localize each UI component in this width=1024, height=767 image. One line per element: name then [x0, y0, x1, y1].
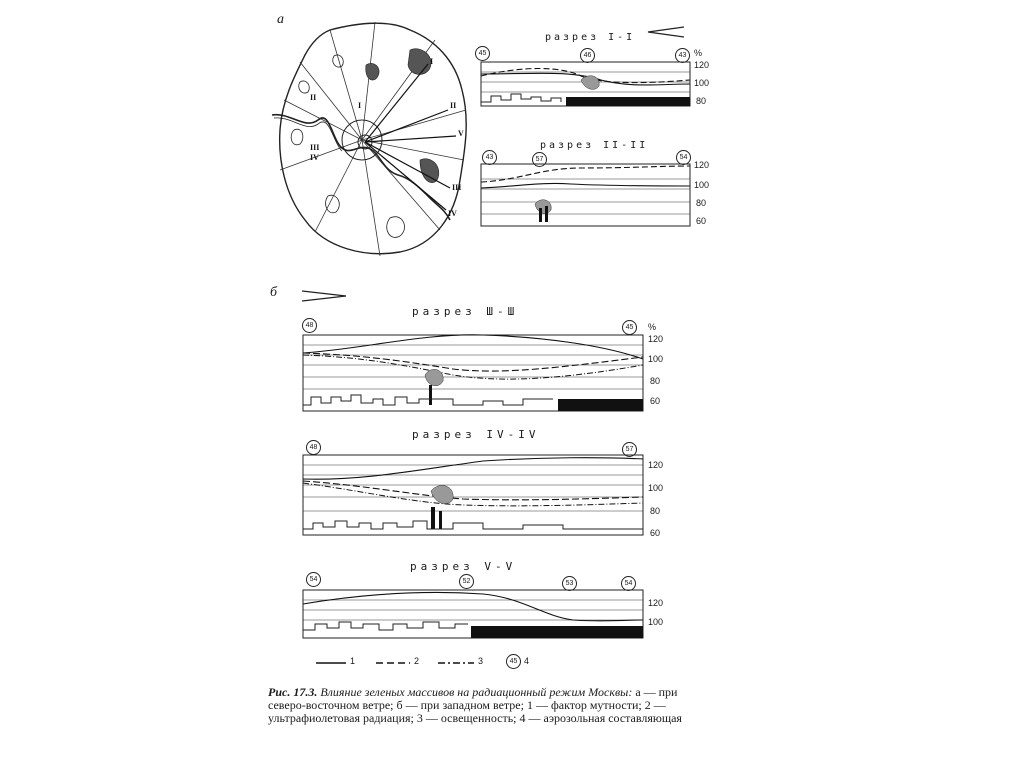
section-1-tick-80: 80	[696, 96, 707, 106]
map-label-iii-inner: III	[310, 143, 320, 152]
map-label-v: V	[458, 129, 464, 138]
section-title-5: разрез V-V	[410, 560, 517, 573]
legend-item-4: 4	[524, 656, 530, 666]
section-4-tick-120: 120	[648, 460, 664, 470]
section-5-mark-1: 54	[306, 572, 321, 587]
section-4-mark-2: 57	[622, 442, 637, 457]
panel-label-b: б	[270, 285, 278, 300]
section-2-mark-2: 57	[532, 152, 547, 167]
legend-item-2: 2	[414, 656, 420, 666]
section-3-mark-2: 45	[622, 320, 637, 335]
section-4-mark-1: 48	[306, 440, 321, 455]
section-5-tick-100: 100	[648, 617, 664, 627]
map-label-ii-inner: II	[310, 93, 317, 102]
section-title-3: разрез Ш-Ш	[412, 305, 519, 318]
section-1-mark-2: 46	[580, 48, 595, 63]
section-4-profile	[303, 455, 643, 535]
section-4-tick-60: 60	[650, 528, 661, 538]
section-2-mark-3: 54	[676, 150, 691, 165]
section-1-profile	[481, 62, 690, 106]
section-title-2: разрез II-II	[540, 140, 649, 151]
legend-item-3: 3	[478, 656, 484, 666]
section-title-1: разрез I-I	[545, 32, 636, 43]
panel-label-a: a	[277, 12, 284, 27]
section-5-mark-3: 53	[562, 576, 577, 591]
section-2-profile	[481, 164, 690, 226]
map-label-iv-inner: IV	[310, 153, 319, 162]
caption-body: а — при северо-восточном ветре; б — при западном ветре; 1 — фактор мутности; 2 — ультрафиолетовая радиация; 3 — освещенность; 4 — аэрозольная составляющая	[268, 685, 682, 725]
caption-figure-label: Рис. 17.3.	[268, 685, 318, 699]
section-5-mark-2: 52	[459, 574, 474, 589]
section-3-mark-1: 48	[302, 318, 317, 333]
section-2-tick-100: 100	[694, 180, 710, 190]
legend	[316, 656, 566, 670]
section-3-tick-100: 100	[648, 354, 664, 364]
section-1-mark-3: 43	[675, 48, 690, 63]
section-1-mark-1: 45	[475, 46, 490, 61]
map-label-i: I	[430, 57, 434, 66]
map-label-iii: III	[452, 183, 462, 192]
map-label-ii: II	[450, 101, 457, 110]
section-4-tick-80: 80	[650, 506, 661, 516]
section-2-mark-1: 43	[482, 150, 497, 165]
section-1-tick-120: 120	[694, 60, 710, 70]
caption-title: Влияние зеленых массивов на радиационный режим Москвы:	[320, 685, 633, 699]
section-3-tick-80: 80	[650, 376, 661, 386]
section-1-tick-100: 100	[694, 78, 710, 88]
map-label-iv: IV	[448, 209, 457, 218]
section-1-unit: %	[694, 48, 703, 58]
section-2-tick-80: 80	[696, 198, 707, 208]
section-3-tick-120: 120	[648, 334, 664, 344]
section-2-tick-60: 60	[696, 216, 707, 226]
moscow-map	[270, 20, 480, 260]
legend-line-dashed	[376, 662, 410, 664]
section-4-tick-100: 100	[648, 483, 664, 493]
section-5-profile	[303, 590, 643, 638]
section-5-tick-120: 120	[648, 598, 664, 608]
legend-line-dashdot	[438, 662, 474, 664]
figure-caption	[268, 686, 718, 725]
section-5-mark-4: 54	[621, 576, 636, 591]
wind-arrow-west	[300, 288, 352, 304]
section-2-tick-120: 120	[694, 160, 710, 170]
map-label-i-inner: I	[358, 101, 362, 110]
section-3-unit: %	[648, 322, 657, 332]
section-3-tick-60: 60	[650, 396, 661, 406]
section-title-4: разрез IV-IV	[412, 428, 540, 441]
wind-arrow-northeast	[640, 24, 686, 40]
legend-line-solid	[316, 662, 346, 664]
legend-item-1: 1	[350, 656, 356, 666]
section-3-profile	[303, 335, 643, 411]
legend-marker: 45	[506, 654, 521, 669]
